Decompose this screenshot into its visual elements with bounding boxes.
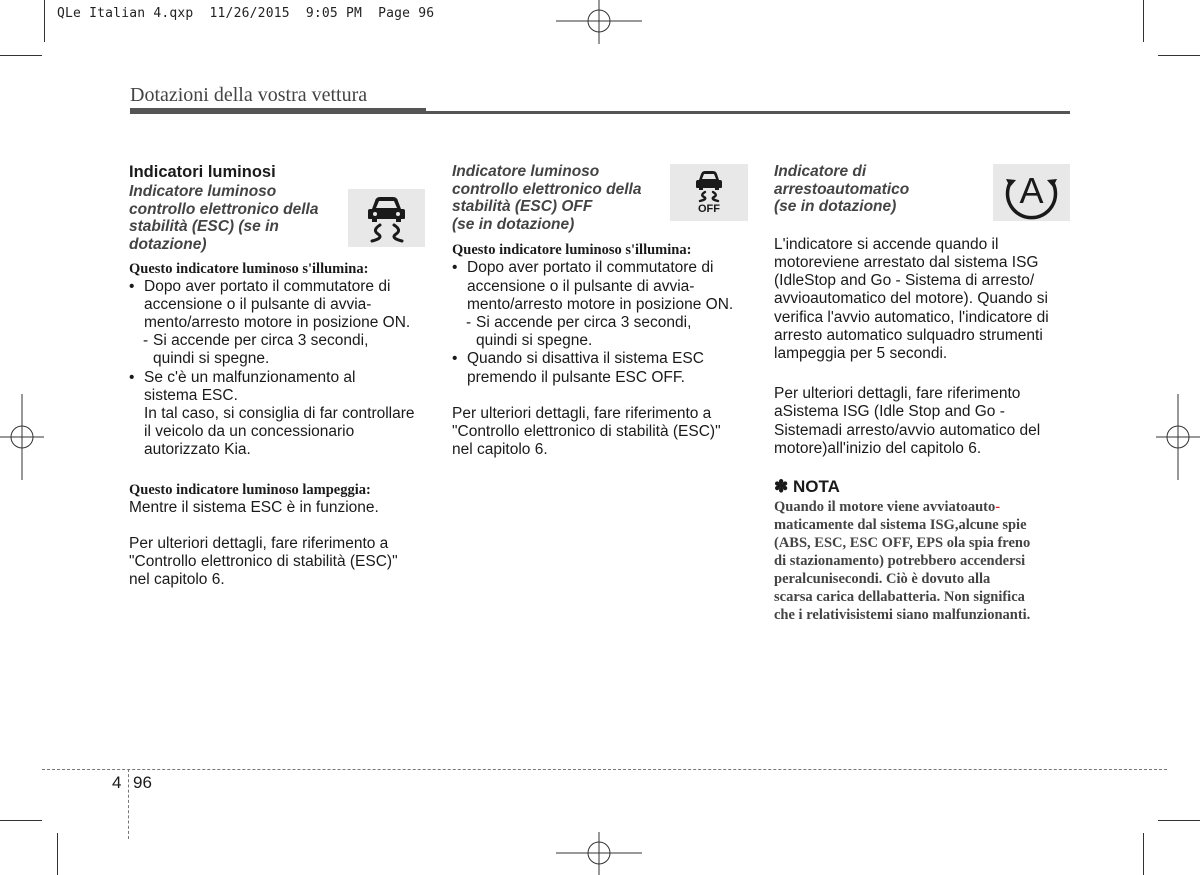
auto-stop-description: L'indicatore si accende quando il motoreviene arrestato dal sistema ISG (IdleStop and Go - Sistema di arresto/ avvioautomatico del motore). Quando si verifica l'avvio automatico, l'indicatore di arresto automatico sulquadro strumenti lampeggia per 5 secondi. bbox=[774, 235, 1049, 362]
off-label: OFF bbox=[698, 203, 720, 215]
auto-stop-letter: A bbox=[1019, 170, 1044, 211]
reference-text: Per ulteriori dettagli, fare riferimento a "Controllo elettronico di stabilità (ESC)" nel capitolo 6. bbox=[452, 404, 721, 459]
esc-indicator-title: Indicatore luminoso controllo elettronico della stabilità (ESC) (se in dotazione) bbox=[129, 183, 319, 253]
esc-warning-icon bbox=[348, 189, 425, 247]
column-isg bbox=[774, 163, 1070, 624]
illuminates-heading: Questo indicatore luminoso s'illumina: bbox=[129, 260, 369, 277]
nota-body: Quando il motore viene avviatoauto- maticamente dal sistema ISG,alcune spie (ABS, ESC, ESC OFF, EPS ola spia freno di stazionamento) potrebbero accendersi peralcunisecondi. Ciò è dovuto alla scarsa carica dellabatteria. Non significa che i relativisistemi siano malfunzionanti. bbox=[774, 499, 1031, 624]
illuminates-heading: Questo indicatore luminoso s'illumina: bbox=[452, 242, 692, 259]
nota-heading: ✽ NOTA bbox=[774, 477, 840, 497]
blinks-heading: Questo indicatore luminoso lampeggia: bbox=[129, 481, 371, 498]
list-item: • Dopo aver portato il commutatore di accensione o il pulsante di avvia- mento/arresto motore in posizione ON. bbox=[452, 259, 748, 314]
footer-rule bbox=[42, 769, 1167, 770]
sub-list-item: - Si accende per circa 3 secondi, quindi si spegne. bbox=[143, 332, 369, 368]
esc-off-warning-icon bbox=[670, 164, 748, 221]
page-number: 96 bbox=[133, 773, 152, 792]
page-header-title: Dotazioni della vostra vettura bbox=[130, 84, 368, 106]
auto-stop-indicator-title: Indicatore di arrestoautomatico (se in dotazione) bbox=[774, 163, 910, 216]
section-title: Indicatori luminosi bbox=[129, 163, 276, 181]
footer-divider bbox=[128, 769, 129, 839]
sub-list-item: - Si accende per circa 3 secondi, quindi si spegne. bbox=[466, 313, 692, 350]
header-rule-accent bbox=[130, 108, 426, 114]
auto-stop-warning-icon bbox=[993, 164, 1070, 221]
print-slug: QLe Italian 4.qxp 11/26/2015 9:05 PM Page 96 bbox=[57, 6, 435, 21]
blink-text: Mentre il sistema ESC è in funzione. bbox=[129, 498, 379, 516]
chapter-number: 4 bbox=[112, 773, 122, 792]
reference-text: Per ulteriori dettagli, fare riferimento a "Controllo elettronico di stabilità (ESC)" nel capitolo 6. bbox=[129, 534, 398, 589]
list-item: • Dopo aver portato il commutatore di accensione o il pulsante di avvia- mento/arresto motore in posizione ON. bbox=[129, 278, 425, 333]
list-item: • Se c'è un malfunzionamento al sistema ESC. bbox=[129, 369, 425, 405]
reference-text: Per ulteriori dettagli, fare riferimento aSistema ISG (Idle Stop and Go - Sistemadi arresto/avvio automatico del motore)all'inizio del capitolo 6. bbox=[774, 385, 1041, 457]
list-item: • Quando si disattiva il sistema ESC premendo il pulsante ESC OFF. bbox=[452, 350, 748, 386]
list-item-note: In tal caso, si consiglia di far controllare il veicolo da un concessionario autorizzato Kia. bbox=[144, 405, 415, 459]
esc-off-indicator-title: Indicatore luminoso controllo elettronico della stabilità (ESC) OFF (se in dotazione) bbox=[452, 163, 642, 233]
